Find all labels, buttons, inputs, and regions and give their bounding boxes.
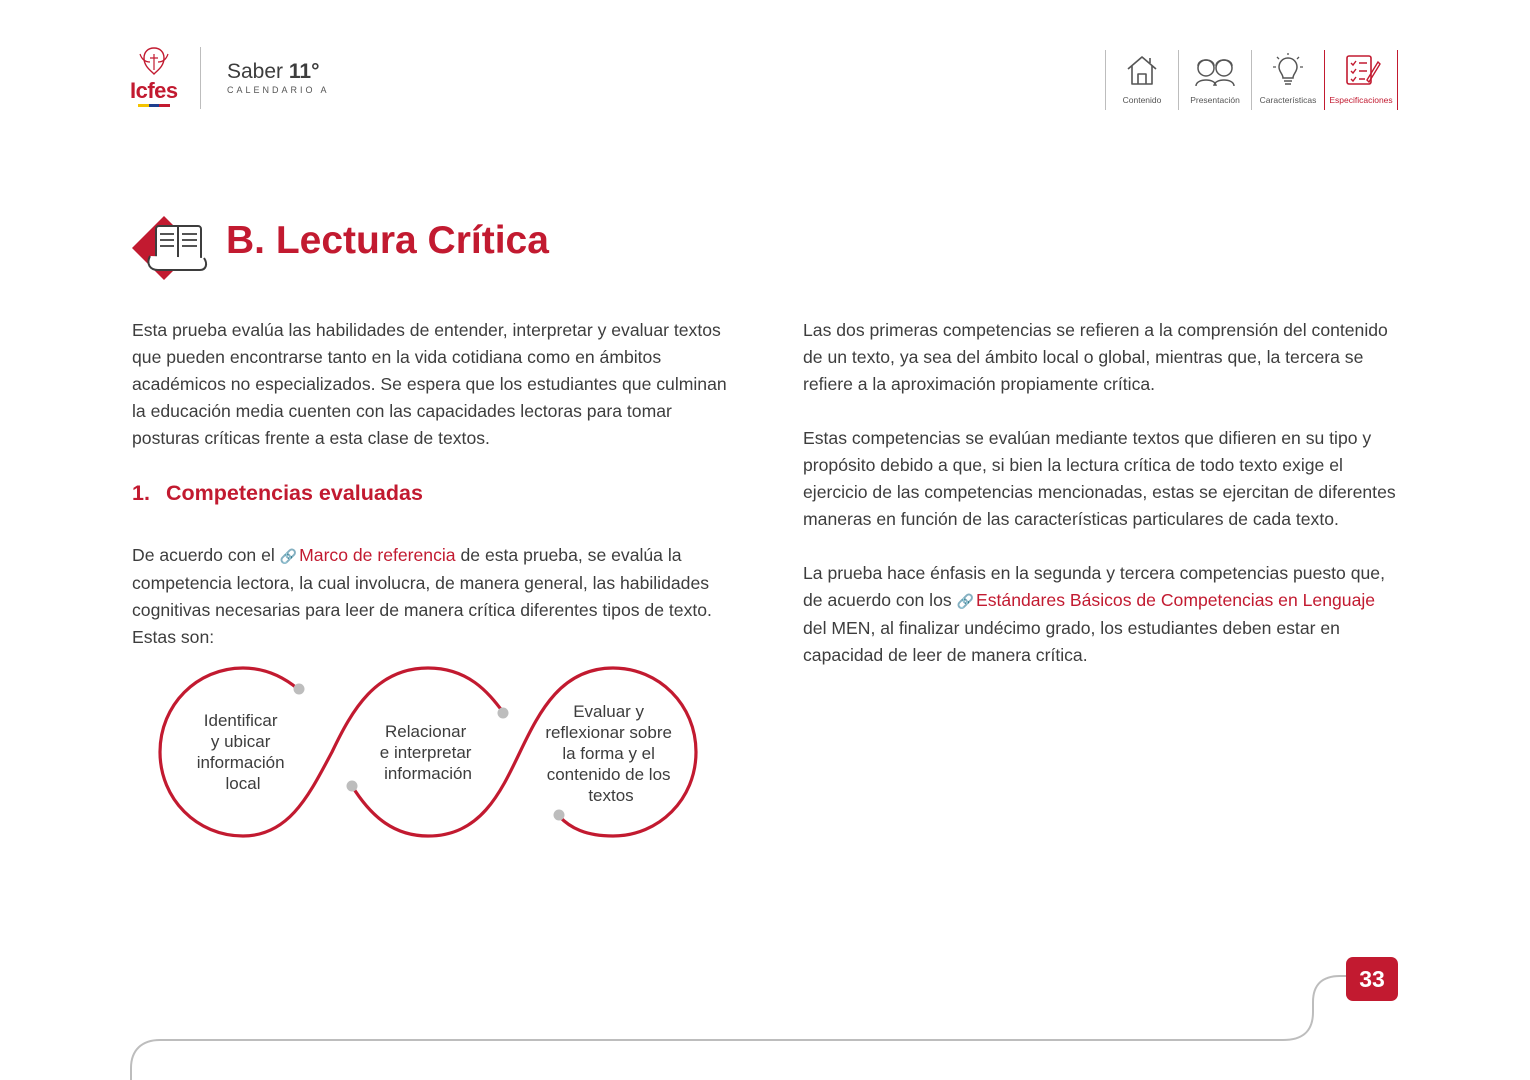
brand-grade: 11° xyxy=(288,60,320,83)
top-nav xyxy=(1105,50,1398,110)
nav-label: Presentación xyxy=(1190,95,1240,105)
house-icon xyxy=(1124,52,1160,88)
lightbulb-icon xyxy=(1270,52,1306,88)
nav-caracteristicas[interactable] xyxy=(1251,50,1324,110)
paragraph-text: La prueba hace énfasis en la segunda y tercera competencias puesto que, de acuerdo con los xyxy=(803,563,1385,610)
nav-label: Especificaciones xyxy=(1329,95,1393,105)
paragraph-text: de esta prueba, se evalúa la competencia lectora, la cual involucra, de manera general, las habilidades cognitivas necesarias para leer de manera crítica diferentes tipos de texto. Estas son: xyxy=(132,545,712,647)
link-icon: 🔗 xyxy=(956,593,974,609)
brand-title-text: Saber xyxy=(227,60,284,83)
nav-especificaciones[interactable] xyxy=(1324,50,1398,110)
estandares-link[interactable] xyxy=(957,590,1375,610)
subsection-title-text: Competencias evaluadas xyxy=(166,481,423,505)
right-paragraph-3 xyxy=(803,560,1403,669)
header-divider xyxy=(200,47,201,109)
nav-presentacion[interactable] xyxy=(1178,50,1251,110)
right-paragraph-2: Estas competencias se evalúan mediante textos que difieren en su tipo y propósito debido a que, si bien la lectura crítica de todo texto exige el ejercicio de las competencias mencionadas, estas se ejercitan de diferentes maneras en función de las características particulares de cada texto. xyxy=(803,428,1396,529)
subsection-title xyxy=(132,481,423,506)
paragraph-text: De acuerdo con el xyxy=(132,545,280,565)
checklist-icon xyxy=(1343,52,1381,88)
connector-dot xyxy=(294,684,305,695)
connector-dot xyxy=(554,810,565,821)
link-text: Marco de referencia xyxy=(299,545,456,565)
open-book-icon xyxy=(128,214,210,282)
footer-frame-line xyxy=(0,940,1530,1080)
intro-paragraph: Esta prueba evalúa las habilidades de entender, interpretar y evaluar textos que pueden encontrarse tanto en la vida cotidiana como en ámbitos académicos no especializados. Se espera que los estudiantes que culminan la educación media cuenten con las capacidades lectoras para tomar posturas críticas frente a esta clase de textos. xyxy=(132,320,727,448)
nav-label: Contenido xyxy=(1122,95,1162,105)
competencia-2: Relacionar e interpretar información xyxy=(379,722,472,783)
marco-referencia-link[interactable] xyxy=(280,545,456,565)
subsection-number: 1. xyxy=(132,481,150,505)
right-paragraph-1: Las dos primeras competencias se refieren a la comprensión del contenido de un texto, ya sea del ámbito local o global, mientras que, la tercera se refiere a la aproximación propiamente crítica. xyxy=(803,320,1388,394)
competencia-1: Identificar y ubicar información local xyxy=(196,711,285,793)
brand-title xyxy=(227,60,320,84)
paragraph-text: del MEN, al finalizar undécimo grado, los estudiantes deben estar en capacidad de leer de manera crítica. xyxy=(803,618,1340,665)
connector-dot xyxy=(347,781,358,792)
page-number: 33 xyxy=(1346,957,1398,1001)
nav-contenido[interactable] xyxy=(1105,50,1178,110)
link-text: Estándares Básicos de Competencias en Lenguaje xyxy=(976,590,1376,610)
people-icon xyxy=(1192,52,1238,88)
competencia-3: Evaluar y reflexionar sobre la forma y el contenido de los textos xyxy=(545,702,672,805)
link-icon: 🔗 xyxy=(279,548,298,564)
brand-subtitle: CALENDARIO A xyxy=(227,85,330,95)
nav-label: Características xyxy=(1259,95,1317,105)
flag-stripes xyxy=(138,104,170,107)
competencias-paragraph xyxy=(132,542,737,651)
logo-text: Icfes xyxy=(130,78,178,103)
section-title: B. Lectura Crítica xyxy=(226,219,549,262)
competencias-diagram xyxy=(150,658,710,848)
connector-dot xyxy=(498,708,509,719)
